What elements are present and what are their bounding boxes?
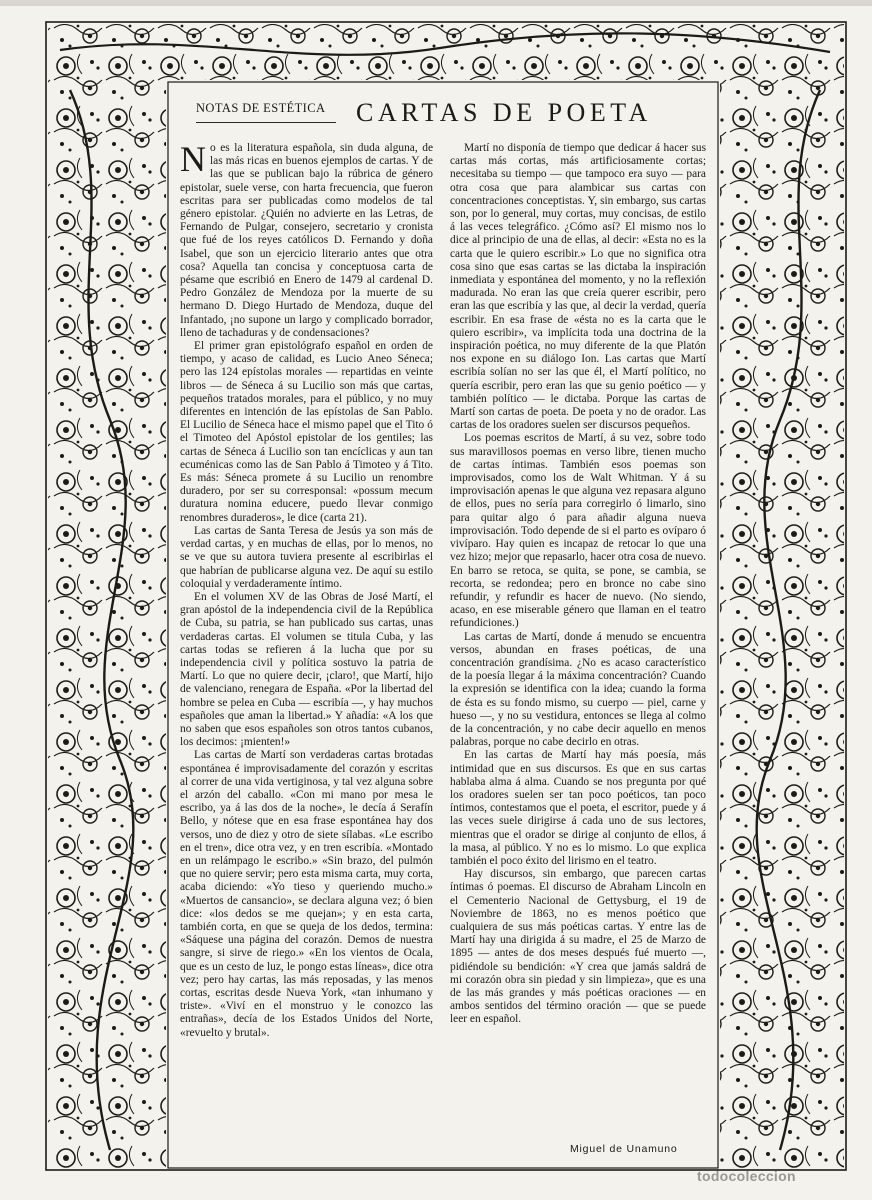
paragraph: Las cartas de Santa Teresa de Jesús ya son más de verdad cartas, y en muchas de ellas, por lo menos, no se ve que su autora tuviera presente al escribirlas el que habrían de publicarse alguna vez. De aquí su estilo coloquial y verdaderamente íntimo.	[180, 524, 433, 590]
paragraph: En el volumen XV de las Obras de José Martí, el gran apóstol de la independencia civil de la República de Cuba, su patria, se han publicado sus cartas, unas verdaderas cartas. El volumen se titula Cuba, y las cartas todas se refieren á la lucha que por su independencia civil y política sostuvo la patria de Martí. Lo que no quiere decir, ¡claro!, que Martí, hijo de valenciano, renegara de España. «Por la libertad del hombre se pelea en Cuba — escribía —, y hay muchos españoles que aman la libertad.» Y añadía: «A los que no saben que esos españoles son otros tantos cubanos, los decimos: ¡mienten!»	[180, 590, 433, 749]
paragraph: Las cartas de Martí, donde á menudo se encuentra versos, abundan en frases poéticas, de una concentración grandísima. ¿No es acaso característico de la poesía llegar á la máxima concentración? Cuando la expresión se identifica con la idea; cuando la forma de ésta es su fondo mismo, su cuerpo — piel, carne y hueso —, y no su vestidura, entonces se llega al colmo de la concentración, y no cabe decir aquello en menos palabras, porque no cabe decirlo en otras.	[450, 630, 706, 749]
paragraph: Hay discursos, sin embargo, que parecen cartas íntimas ó poemas. El discurso de Abraham Lincoln en el Cementerio Nacional de Gettysburg, el 19 de Noviembre de 1863, no es menos poético que cualquiera de sus más poéticas cartas. Y entre las de Martí hay una dirigida á su madre, el 25 de Marzo de 1895 — antes de dos meses después fué muerto —, pidiéndole su bendición: «Y crea que jamás saldrá de mi corazón obra sin piedad y sin limpieza», que es una de las más grandes y más poéticas oraciones — en ambos sentidos del término oración — que se puede leer en español.	[450, 868, 706, 1026]
drop-cap: N	[180, 139, 206, 179]
section-kicker: NOTAS DE ESTÉTICA	[196, 101, 336, 123]
right-column	[450, 142, 706, 1027]
article-title: CARTAS DE POETA	[356, 98, 652, 127]
watermark: todocoleccion	[697, 1168, 796, 1184]
paragraph: Las cartas de Martí son verdaderas cartas brotadas espontánea é improvisadamente del corazón y escritas al correr de una vida vertiginosa, y tal vez alguna sobre el arzón del caballo. «Con mi mano por mesa le escribo, ya á las dos de la noche», le decía á Serafín Bello, y nótese que en esa frase espontánea hay dos versos, uno de diez y otro de siete sílabas. «Le escribo en el tren», dice otra vez, y en tren escribía. «Montado en un relámpago le escribo.» «Sin brazo, del pulmón que no quiere servir; pero esta misma carta, muy corta, acaba diciendo: «Yo tieso y queriendo mucho.» «Muertos de cansancio», se declara alguna vez; ó bien dice: «los dedos se me quejan»; y en esta carta, también corta, en que se queja de los dedos, termina: «Sáquese una página del corazón. Demos de nuestra sangre, si sirve de riego.» «En los vientos de Ocala, que es un cesto de luz, le pongo estas líneas», dice otra vez; pero hay cartas, las más reposadas, y las menos cortas, escritas desde Nueva York, «tan inhumano y triste». «Viví en el monstruo y le conozco las entrañas», decía de los Estados Unidos del Norte, «revuelto y brutal».	[180, 749, 433, 1039]
paragraph: El primer gran epistológrafo español en orden de tiempo, y acaso de calidad, es Lucio Aneo Séneca; pero las 124 epístolas morales — repartidas en veinte libros — de Séneca á su Lucilio son más que cartas, pequeños tratados morales, para el público, y no muy diferentes en intención de las epístolas de San Pablo. El Lucilio de Séneca hace el mismo papel que el Tito ó el Timoteo del Apóstol epistolar de los gentiles; las cartas de Séneca á Lucilio son tan encíclicas y aun tan ecuménicas como las de San Pablo á Timoteo y á Tito. Es más: Séneca promete á su Lucilio un renombre duradero, por ser su corresponsal: «possum mecum duratura nomina educere, puedo llevar conmigo renombres duraderos», le dice (carta 21).	[180, 340, 433, 524]
left-column	[180, 139, 433, 1040]
author-signature: Miguel de Unamuno	[570, 1143, 678, 1155]
paragraph: Los poemas escritos de Martí, á su vez, sobre todo sus maravillosos poemas en verso libre, tienen mucho de cartas íntimas. También esos poemas son improvisados, como los de Walt Whitman. Y á su improvisación apenas le que alguna vez repasara alguno de ellos, pues no sería para corregirlo ó limarlo, sino para quitar algo ó para añadir alguna nueva improvisación. Todo depende de si el parto es ovíparo ó vivíparo. Hay quien es incapaz de retocar lo que una vez hizo; mejor que repasarlo, hacer otra cosa de nuevo. En barro se retoca, se quita, se pone, se cambia, se recorta, se redondea; pero en bronce no cabe sino refundir, y refundir es hacer de nuevo. (No siendo, acaso, en ese miserable género que llaman en el teatro refundiciones.)	[450, 432, 706, 630]
paragraph: No es la literatura española, sin duda alguna, de las más ricas en buenos ejemplos de cartas. Y de las que se publican bajo la rúbrica de género epistolar, suele verse, con harta frecuencia, que fueron escritas para ser publicadas como modelos de tal género epistolar. ¿Quién no advierte en las Letras, de Fernando de Pulgar, consejero, secretario y cronista que fué de los reyes católicos D. Fernando y doña Isabel, que son un ejercicio literario antes que otra cosa? Aquella tan concisa y conceptuosa carta de pésame que escribió en Enero de 1479 al cardenal D. Pedro González de Mendoza por la muerte de su hermano D. Diego Hurtado de Mendoza, duque del Infantado, ¡no supone un largo y complicado borrador, lleno de tachaduras y de condensaciones?	[180, 139, 433, 339]
paragraph: En las cartas de Martí hay más poesía, más intimidad que en sus discursos. Es que en sus cartas hablaba alma á alma. Cuando se nos pregunta por qué los oradores suelen ser tan poco poéticos, tan poco íntimos, contestamos que el poeta, el escritor, puede y á las veces suele dirigirse á cada uno de sus lectores, mientras que el orador se dirige al conjunto de ellos, á la masa, al público. Y no es lo mismo. Lo que explica también el poco éxito del lirismo en el teatro.	[450, 749, 706, 867]
paragraph: Martí no disponía de tiempo que dedicar á hacer sus cartas más cortas, más artificiosamente cortas; necesitaba su tiempo — que tampoco era suyo — para otra cosa que para alambicar sus cartas con concentraciones conceptistas. Y, sin embargo, sus cartas son, por lo general, muy cortas, muy concisas, de estilo á las veces telegráfico. ¿Cómo así? El mismo nos lo dice al principio de una de ellas, al decir: «Esta no es la carta que le quiero escribir.» Lo que no significa otra cosa sino que esas cartas se las dictaba la inspiración inmediata y espontánea del momento, y no la reflexión madurada. No eran las que creía querer escribir, pero eran las que escribía y las que, al decir la verdad, quería escribir. En esa frase de «ésta no es la carta que le quiero escribir», va implícita toda una doctrina de la inspiración poética, no muy diferente de la que Platón nos expone en su diálogo Ion. Las cartas que Martí escribía solían no ser las que él, el Martí político, no quería escribir, pero eran las que su genio poético — y también político — le dictaba. Porque las cartas de Martí son cartas de poeta. De poeta y no de orador. Las cartas de los oradores suelen ser discursos pequeños.	[450, 142, 706, 432]
